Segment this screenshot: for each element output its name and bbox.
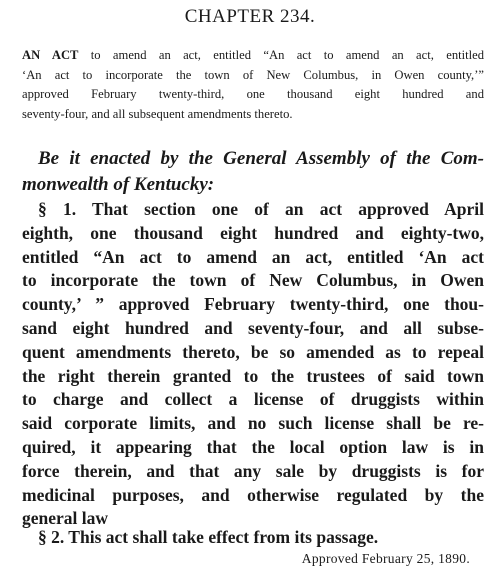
enacting-clause-line: monwealth of Kentucky: (22, 174, 215, 195)
section-1-line: quent amendments thereto, be so amended as to repeal (22, 341, 484, 362)
act-title-line: approved February twenty-third, one thousand eight hundred and (22, 87, 484, 101)
section-1-line: county,’ ” approved February twenty-third, one thou- (22, 294, 484, 315)
act-title-line: seventy-four, and all subsequent amendments thereto. (22, 106, 293, 121)
section-2 (22, 525, 484, 549)
enacting-clause-line: Be it enacted by the General Assembly of the Com- (38, 148, 484, 169)
section-1-line: said corporate limits, and no such license shall be re- (22, 413, 484, 434)
section-1-line: general law (22, 508, 109, 529)
act-title-line-text: to amend an act, entitled “An act to amend an act, entitled (78, 48, 484, 62)
approval-line: Approved February 25, 1890. (301, 551, 470, 566)
chapter-heading: CHAPTER 234. (184, 6, 316, 27)
section-1-line: § 1. That section one of an act approved April (38, 199, 484, 219)
section-1-line: medicinal purposes, and otherwise regulated by the (22, 484, 484, 505)
section-1-line: force therein, and that any sale by druggists is for (22, 460, 484, 481)
section-1-line: sand eight hundred and seventy-four, and all subse- (22, 317, 484, 338)
act-title (22, 46, 484, 124)
section-1-line: to incorporate the town of New Columbus, in Owen (22, 270, 484, 291)
act-title-line: ‘An act to incorporate the town of New Columbus, in Owen county,’” (22, 67, 484, 82)
enacting-clause (22, 146, 484, 198)
section-2-text: § 2. This act shall take effect from its passage. (38, 527, 379, 547)
section-1-line: to charge and collect a license of druggists within (22, 389, 484, 410)
section-1 (22, 198, 484, 531)
section-1-line: quired, it appearing that the local option law is in (22, 436, 484, 457)
act-title-line (22, 46, 484, 66)
section-1-line: eighth, one thousand eight hundred and eighty-two, (22, 222, 484, 243)
section-1-line: the right therein granted to the trustees of said town (22, 365, 484, 386)
section-1-line: entitled “An act to amend an act, entitled ‘An act (22, 246, 484, 267)
act-title-lead: AN ACT (22, 48, 79, 62)
